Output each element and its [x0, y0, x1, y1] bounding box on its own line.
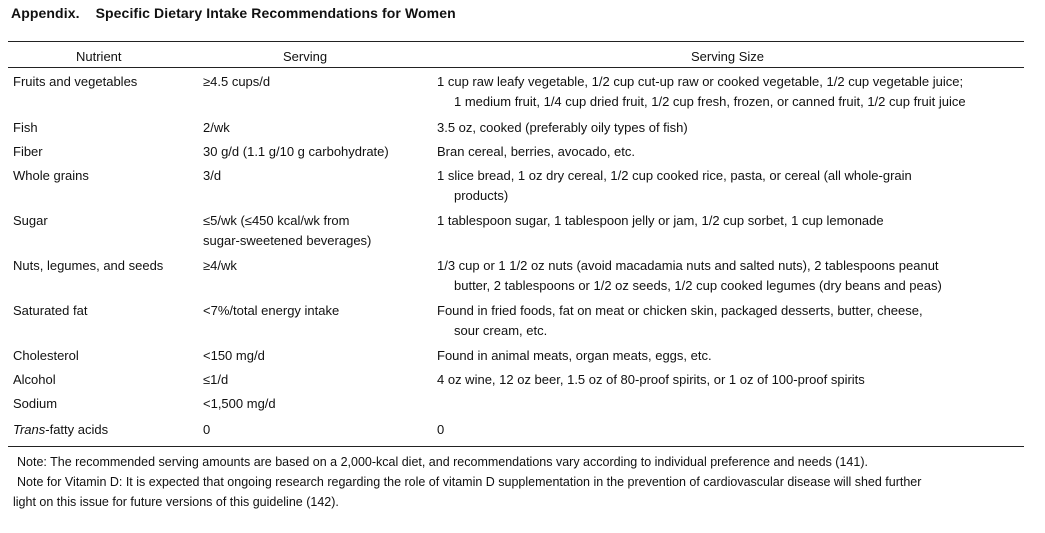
row-saturated-fat-size-line-2: sour cream, etc.: [454, 323, 548, 338]
table-notes: [13, 452, 922, 512]
row-sugar-serving-line-2: sugar-sweetened beverages): [203, 233, 372, 248]
title-label: Appendix.: [11, 5, 80, 21]
header-serving-size: Serving Size: [691, 49, 764, 64]
row-fruits-size-line-1: 1 cup raw leafy vegetable, 1/2 cup cut-up raw or cooked vegetable, 1/2 cup vegetable juice;: [437, 74, 964, 89]
row-alcohol-size: 4 oz wine, 12 oz beer, 1.5 oz of 80-proof spirits, or 1 oz of 100-proof spirits: [437, 372, 865, 387]
header-nutrient: Nutrient: [76, 49, 122, 64]
row-alcohol-nutrient: Alcohol: [13, 372, 56, 387]
row-alcohol-serving: ≤1/d: [203, 372, 229, 387]
row-fruits-serving: ≥4.5 cups/d: [203, 74, 271, 89]
row-whole-grains-size-line-2: products): [454, 188, 509, 203]
row-trans-fat-nutrient: [13, 420, 108, 440]
row-trans-fat-serving: 0: [203, 422, 211, 437]
row-cholesterol-serving: <150 mg/d: [203, 348, 265, 363]
row-cholesterol-size: Found in animal meats, organ meats, eggs, etc.: [437, 348, 712, 363]
row-fruits-nutrient: Fruits and vegetables: [13, 74, 138, 89]
row-sugar-size: 1 tablespoon sugar, 1 tablespoon jelly or jam, 1/2 cup sorbet, 1 cup lemonade: [437, 213, 884, 228]
row-nuts-serving: ≥4/wk: [203, 258, 237, 273]
row-whole-grains-serving: 3/d: [203, 168, 222, 183]
row-whole-grains-size-line-1: 1 slice bread, 1 oz dry cereal, 1/2 cup cooked rice, pasta, or cereal (all whole-grain: [437, 168, 912, 183]
row-fruits-size-line-2: 1 medium fruit, 1/4 cup dried fruit, 1/2 cup fresh, frozen, or canned fruit, 1/2 cup fruit juice: [454, 94, 966, 109]
row-saturated-fat-size: [437, 301, 923, 341]
table-top-rule: [8, 41, 1024, 42]
row-saturated-fat-size-line-1: Found in fried foods, fat on meat or chicken skin, packaged desserts, butter, cheese,: [437, 303, 923, 318]
row-sugar-serving: [203, 211, 371, 251]
row-fish-size: 3.5 oz, cooked (preferably oily types of fish): [437, 120, 688, 135]
note-vitamin-d-continued: light on this issue for future versions of this guideline (142).: [13, 495, 339, 509]
table-header-rule: [8, 67, 1024, 68]
row-sodium-serving: <1,500 mg/d: [203, 396, 276, 411]
row-cholesterol-nutrient: Cholesterol: [13, 348, 79, 363]
row-fiber-size: Bran cereal, berries, avocado, etc.: [437, 144, 635, 159]
row-nuts-size: [437, 256, 942, 296]
row-saturated-fat-serving: <7%/total energy intake: [203, 303, 340, 318]
table-bottom-rule: [8, 446, 1024, 447]
note-vitamin-d: Note for Vitamin D: It is expected that ongoing research regarding the role of vitamin D supplementation in the prevention of cardiovascular disease will shed further: [17, 475, 922, 489]
table-title: [11, 5, 456, 21]
row-fish-nutrient: Fish: [13, 120, 38, 135]
row-nuts-size-line-1: 1/3 cup or 1 1/2 oz nuts (avoid macadamia nuts and salted nuts), 2 tablespoons peanut: [437, 258, 939, 273]
row-whole-grains-nutrient: Whole grains: [13, 168, 89, 183]
row-nuts-size-line-2: butter, 2 tablespoons or 1/2 oz seeds, 1/2 cup cooked legumes (dry beans and peas): [454, 278, 942, 293]
row-fiber-nutrient: Fiber: [13, 144, 43, 159]
row-fish-serving: 2/wk: [203, 120, 230, 135]
row-trans-fat-rest: -fatty acids: [45, 422, 109, 437]
row-nuts-nutrient: Nuts, legumes, and seeds: [13, 258, 164, 273]
row-fruits-size: [437, 72, 966, 112]
header-serving: Serving: [283, 49, 328, 64]
title-text: Specific Dietary Intake Recommendations for Women: [95, 5, 456, 21]
row-saturated-fat-nutrient: Saturated fat: [13, 303, 88, 318]
row-fiber-serving: 30 g/d (1.1 g/10 g carbohydrate): [203, 144, 389, 159]
row-sugar-serving-line-1: ≤5/wk (≤450 kcal/wk from: [203, 213, 350, 228]
row-sodium-nutrient: Sodium: [13, 396, 58, 411]
row-trans-fat-italic: Trans: [13, 422, 46, 437]
row-whole-grains-size: [437, 166, 912, 206]
row-sugar-nutrient: Sugar: [13, 213, 48, 228]
note-serving-amounts: Note: The recommended serving amounts are based on a 2,000-kcal diet, and recommendations vary according to individual preference and needs (141).: [17, 455, 868, 469]
row-trans-fat-size: 0: [437, 422, 445, 437]
